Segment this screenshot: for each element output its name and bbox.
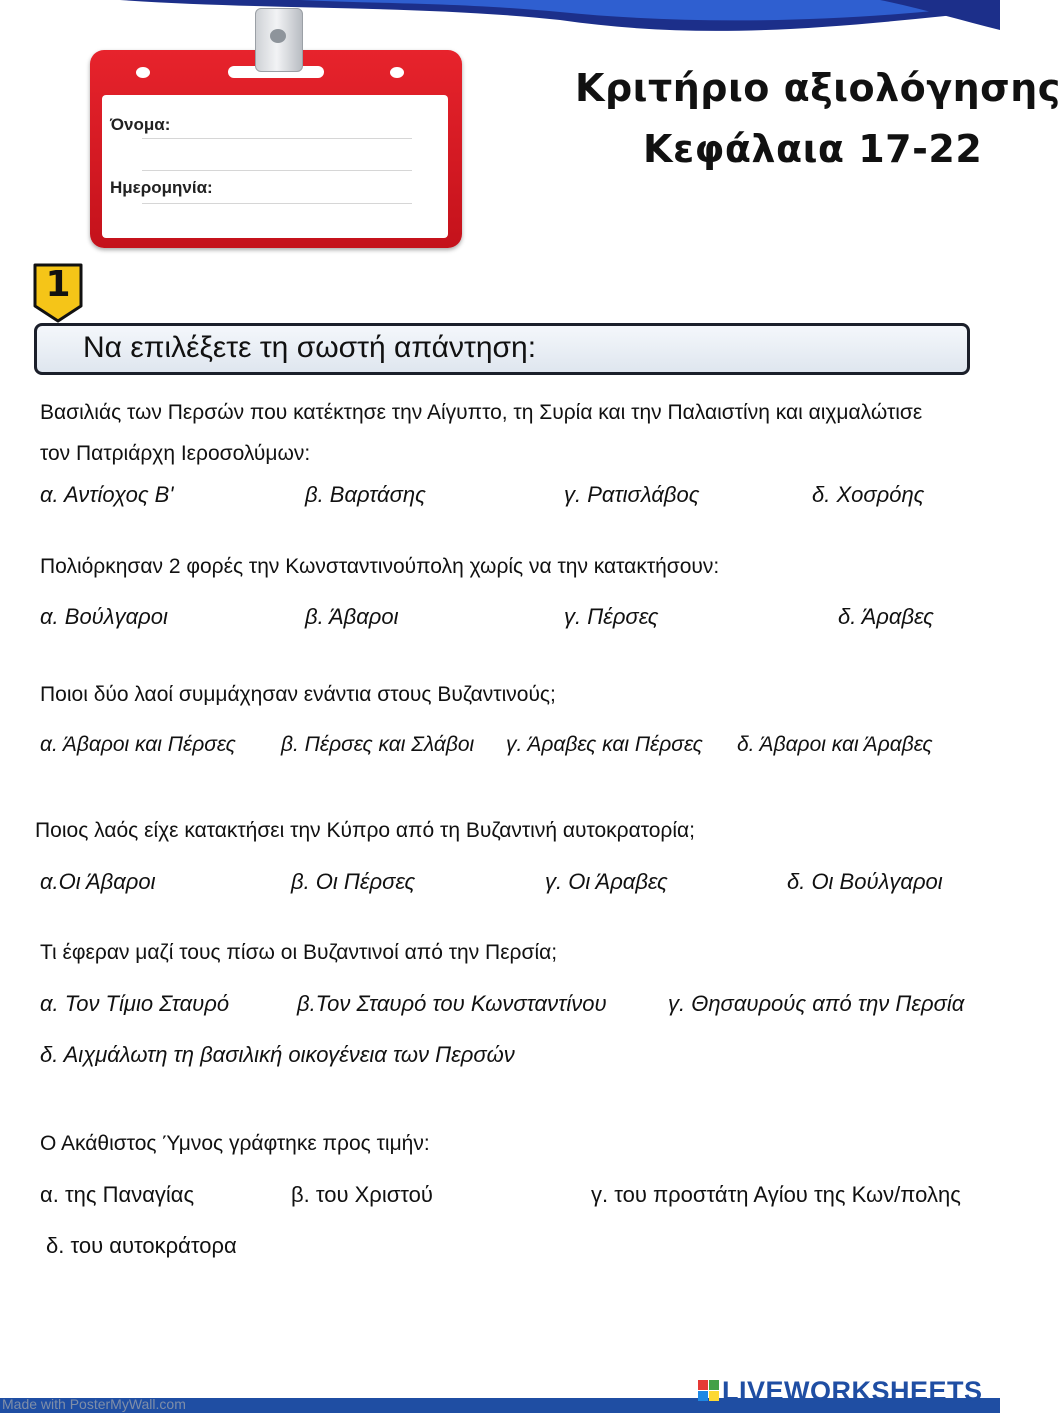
question-6-option-c[interactable]: γ. του προστάτη Αγίου της Κων/πολης xyxy=(591,1182,961,1207)
question-2-option-d[interactable]: δ. Άραβες xyxy=(838,604,934,629)
question-5-line-1: Τι έφεραν μαζί τους πίσω οι Βυζαντινοί από την Περσία; xyxy=(40,941,558,964)
question-6-option-b[interactable]: β. του Χριστού xyxy=(291,1182,433,1207)
question-4-option-c[interactable]: γ. Οι Άραβες xyxy=(545,869,668,894)
badge-hole xyxy=(390,67,404,78)
question-5-option-a[interactable]: α. Τον Τίμιο Σταυρό xyxy=(40,991,230,1016)
date-label: Ημερομηνία: xyxy=(110,178,213,197)
question-5-option-b[interactable]: β.Τον Σταυρό του Κωνσταντίνου xyxy=(297,991,607,1016)
question-6-option-a[interactable]: α. της Παναγίας xyxy=(40,1182,195,1207)
question-1-line-2: τον Πατριάρχη Ιεροσολύμων: xyxy=(40,442,311,465)
name-line[interactable] xyxy=(142,138,412,139)
question-5-option-d[interactable]: δ. Αιχμάλωτη τη βασιλική οικογένεια των Περσών xyxy=(40,1042,515,1067)
question-2-option-b[interactable]: β. Άβαροι xyxy=(305,604,399,629)
question-3-line-1: Ποιοι δύο λαοί συμμάχησαν ενάντια στους Βυζαντινούς; xyxy=(40,683,556,706)
question-6-option-d[interactable]: δ. του αυτοκράτορα xyxy=(46,1233,237,1258)
question-4-option-d[interactable]: δ. Οι Βούλγαροι xyxy=(787,869,943,894)
question-1-option-b[interactable]: β. Βαρτάσης xyxy=(305,482,426,507)
question-3-option-c[interactable]: γ. Άραβες και Πέρσες xyxy=(506,733,703,756)
badge-clip-icon xyxy=(255,8,303,72)
liveworksheets-logo[interactable]: LIVEWORKSHEETS xyxy=(722,1376,983,1406)
liveworksheets-logo-icon xyxy=(698,1380,720,1402)
name-badge xyxy=(90,50,462,248)
question-4-option-b[interactable]: β. Οι Πέρσες xyxy=(291,869,416,894)
question-2-option-a[interactable]: α. Βούλγαροι xyxy=(40,604,168,629)
question-3-option-d[interactable]: δ. Άβαροι και Άραβες xyxy=(737,733,933,756)
name-label: Όνομα: xyxy=(110,115,171,134)
exercise-number: 1 xyxy=(45,264,71,305)
instruction-text: Να επιλέξετε τη σωστή απάντηση: xyxy=(83,331,537,364)
question-4-option-a[interactable]: α.Οι Άβαροι xyxy=(40,869,156,894)
date-line[interactable] xyxy=(142,203,412,204)
question-4-line-1: Ποιος λαός είχε κατακτήσει την Κύπρο από τη Βυζαντινή αυτοκρατορία; xyxy=(35,819,695,842)
badge-hole xyxy=(136,67,150,78)
question-5-option-c[interactable]: γ. Θησαυρούς από την Περσία xyxy=(668,991,965,1016)
question-1-option-c[interactable]: γ. Ρατισλάβος xyxy=(564,482,700,507)
question-3-option-a[interactable]: α. Άβαροι και Πέρσες xyxy=(40,733,236,756)
question-3-option-b[interactable]: β. Πέρσες και Σλάβοι xyxy=(281,733,475,756)
question-2-line-1: Πολιόρκησαν 2 φορές την Κωνσταντινούπολη χωρίς να την κατακτήσουν: xyxy=(40,555,720,578)
instruction-bar xyxy=(34,323,970,375)
question-2-option-c[interactable]: γ. Πέρσες xyxy=(564,604,659,629)
page-title-line1: Κριτήριο αξιολόγησης xyxy=(575,66,1061,110)
clip-hole xyxy=(270,29,286,43)
question-1-line-1: Βασιλιάς των Περσών που κατέκτησε την Αίγυπτο, τη Συρία και την Παλαιστίνη και αιχμαλώτισε xyxy=(40,401,923,424)
question-6-line-1: Ο Ακάθιστος Ύμνος γράφτηκε προς τιμήν: xyxy=(40,1132,430,1155)
badge-card xyxy=(102,95,448,238)
question-1-option-a[interactable]: α. Αντίοχος Β' xyxy=(40,482,174,507)
name-line-2 xyxy=(142,170,412,171)
page-title-line2: Κεφάλαια 17-22 xyxy=(643,127,983,171)
footer-watermark: Made with PosterMyWall.com xyxy=(2,1396,186,1412)
question-1-option-d[interactable]: δ. Χοσρόης xyxy=(812,482,925,507)
